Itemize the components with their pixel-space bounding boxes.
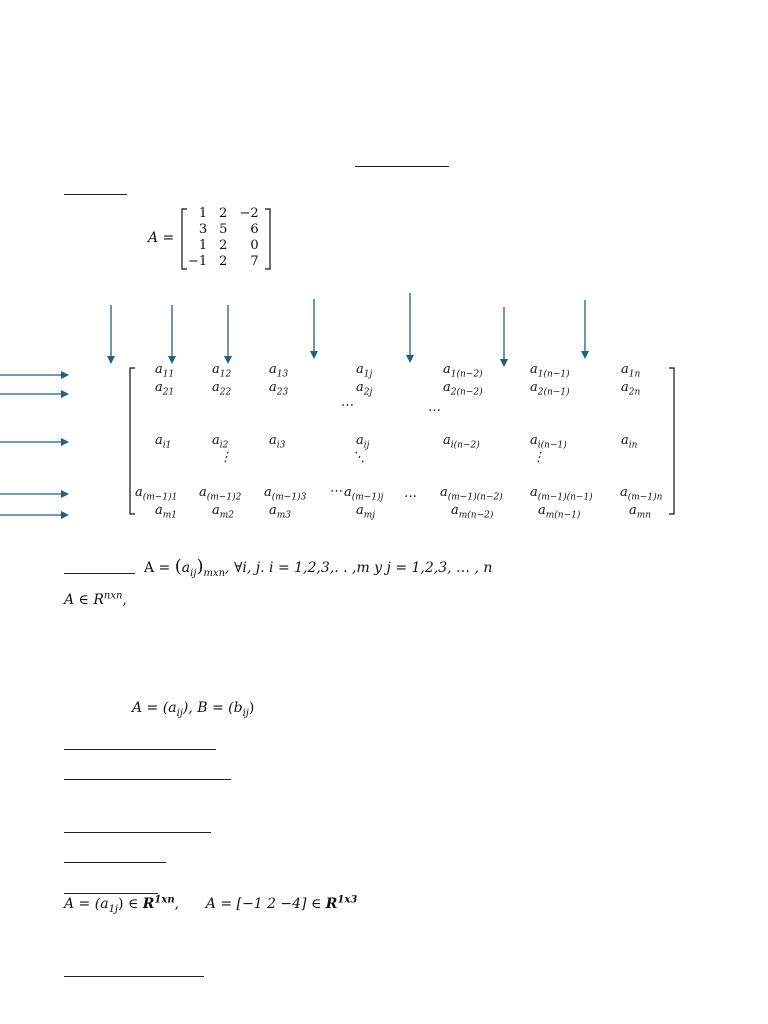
matrix-entry [155, 503, 178, 521]
matrix-entry-base: a [621, 433, 629, 448]
matrix-entry-index: in [628, 440, 638, 451]
example-matrix-cell: 6 [250, 222, 259, 237]
matrix-entry-base: a [212, 433, 220, 448]
matrix-entry [621, 362, 641, 380]
matrix-entry-base: a [155, 433, 163, 448]
section-rule-2 [64, 573, 135, 574]
definition-lhs: A = [144, 560, 175, 576]
matrix-entry-base: a [451, 503, 459, 518]
section-rule-3 [64, 749, 216, 750]
row-vector-general-sub: 1j [108, 903, 119, 915]
row-vector-line: $A = (a_{1j})$ ∈ $R^{1xn}$, A = [−1 2 −4] ∈ $R^{1x3}$ [64, 894, 358, 915]
pair-b: ), B = (b [182, 700, 243, 716]
example-matrix-row [182, 238, 265, 254]
matrix-entry [451, 503, 494, 521]
matrix-entry-index: 1(n−2) [450, 369, 483, 380]
matrix-entry [440, 485, 503, 503]
matrix-entry [212, 503, 235, 521]
matrix-entry [443, 362, 483, 380]
vdots-col6: ⋮ [532, 450, 545, 465]
matrix-entry [155, 380, 175, 398]
matrix-entry-index: 1(n−1) [537, 369, 570, 380]
matrix-entry-index: i(n−1) [537, 440, 567, 451]
row-vector-general-mid: ) ∈ [118, 896, 143, 912]
matrix-entry-base: a [356, 380, 364, 395]
matrix-entry-base: a [356, 433, 364, 448]
matrix-entry-base: a [135, 485, 143, 500]
matrix-entry [443, 380, 483, 398]
definition-line [144, 556, 492, 577]
matrix-entry-base: a [356, 503, 364, 518]
matrix-entry-base: a [344, 485, 352, 500]
matrix-entry [538, 503, 581, 521]
example-matrix-cell: 2 [219, 238, 228, 253]
matrix-entry-base: a [269, 362, 277, 377]
matrix-entry-base: a [530, 380, 538, 395]
matrix-entry-index: i2 [219, 440, 229, 451]
matrix-entry [269, 503, 292, 521]
definition-paren-close: ) [196, 556, 204, 577]
matrix-entry-base: a [155, 380, 163, 395]
section-rule-5 [64, 832, 211, 833]
matrix-entry-base: a [264, 485, 272, 500]
row-vector-example-R: R [325, 896, 338, 912]
matrix-entry-index: (m−1)n [627, 492, 663, 503]
matrix-entry [212, 362, 232, 380]
general-matrix-right-bracket [668, 367, 676, 515]
example-matrix-cell: 5 [219, 222, 228, 237]
example-matrix-cell: 0 [250, 238, 259, 253]
matrix-entry-base: a [440, 485, 448, 500]
matrix-entry-base: a [443, 362, 451, 377]
matrix-entry-base: a [530, 433, 538, 448]
example-matrix-row [182, 222, 265, 238]
matrix-entry-index: (m−1)(n−1) [537, 492, 593, 503]
pair-close: ) [248, 700, 255, 716]
definition-quantifier: , ∀i, j. i = 1,2,3,. . ,m y j = 1,2,3, … , n [225, 560, 493, 576]
matrix-entry-index: mj [363, 510, 376, 521]
matrix-entry [443, 433, 480, 451]
membership-trail: , [122, 592, 127, 608]
matrix-entry-index: 2n [628, 387, 641, 398]
example-matrix-cell: 7 [250, 254, 259, 269]
title-rule [355, 166, 449, 167]
matrix-entry [629, 503, 652, 521]
matrix-entry-index: i(n−2) [450, 440, 480, 451]
matrix-entry [199, 485, 242, 503]
matrix-entry [621, 380, 641, 398]
example-matrix-cell: 1 [198, 238, 208, 253]
matrix-entry [212, 380, 232, 398]
matrix-entry [530, 380, 570, 398]
matrix-entry-index: (m−1)(n−2) [447, 492, 503, 503]
definition-size: mxn [203, 567, 226, 579]
membership-sup: nxn [103, 590, 123, 602]
matrix-entry-base: a [530, 485, 538, 500]
matrix-entry-index: 21 [162, 387, 175, 398]
section-rule-4 [64, 779, 231, 780]
matrix-entry [356, 380, 373, 398]
row-vector-general-sup: 1xn [154, 894, 175, 906]
row-vector-general: A = (a [64, 896, 109, 912]
matrix-entry-base: a [356, 362, 364, 377]
matrix-entry-index: m1 [162, 510, 178, 521]
leading-dots: ⋯ [329, 484, 342, 499]
matrix-entry-index: 2j [363, 387, 373, 398]
row-vector-general-R: R [142, 896, 155, 912]
matrix-entry-base: a [155, 362, 163, 377]
example-matrix-cell: −2 [239, 206, 259, 221]
matrix-entry-base: a [269, 503, 277, 518]
matrix-entry-index: 2(n−1) [537, 387, 570, 398]
membership-text: A ∈ R [64, 592, 104, 608]
matrix-entry-base: a [443, 380, 451, 395]
matrix-entry [530, 485, 593, 503]
matrix-entry [620, 485, 663, 503]
row-vector-example: A = [−1 2 −4] ∈ [205, 896, 326, 912]
example-matrix-cell: 1 [198, 206, 208, 221]
matrix-entry [356, 362, 373, 380]
pair-a: A = (a [132, 700, 177, 716]
matrix-entry-base: a [212, 503, 220, 518]
matrix-entry [212, 433, 229, 451]
matrix-entry [356, 433, 370, 451]
matrix-entry-base: a [443, 433, 451, 448]
matrix-entry-index: 1j [363, 369, 373, 380]
matrix-entry-index: i1 [162, 440, 172, 451]
matrix-entry-base: a [155, 503, 163, 518]
matrix-entry [530, 362, 570, 380]
matrix-entry-base: a [621, 362, 629, 377]
matrix-entry-base: a [620, 485, 628, 500]
example-matrix-lhs: A = [148, 230, 175, 246]
matrix-entry [530, 433, 567, 451]
matrix-entry-index: 1n [628, 369, 641, 380]
matrix-entry-index: (m−1)2 [206, 492, 242, 503]
section-rule-1 [64, 194, 127, 195]
pair-a-sub: ij [176, 707, 183, 719]
matrix-entry-index: ij [363, 440, 370, 451]
example-matrix-cell: 2 [219, 206, 228, 221]
membership-line [64, 592, 127, 608]
matrix-entry [269, 380, 289, 398]
matrix-entry-base: a [530, 362, 538, 377]
section-rule-7 [64, 893, 158, 894]
matrix-entry-base: a [212, 362, 220, 377]
matrix-entry-index: mn [636, 510, 652, 521]
matrix-entry-index: m2 [219, 510, 235, 521]
matrix-entry-base: a [629, 503, 637, 518]
matrix-entry-index: 23 [276, 387, 289, 398]
matrix-entry-index: 11 [162, 369, 175, 380]
matrix-entry-index: (m−1)3 [271, 492, 307, 503]
matrix-entry-index: (m−1)j [351, 492, 384, 503]
vdots-col2: ⋮ [219, 450, 232, 465]
hdots-row2b: … [428, 400, 441, 415]
matrix-entry-base: a [269, 380, 277, 395]
matrix-entry-index: 22 [219, 387, 232, 398]
matrix-entry-base: a [199, 485, 207, 500]
matrix-entry [155, 362, 175, 380]
example-matrix-cell: −1 [188, 254, 208, 269]
matrix-entry-index: m(n−1) [545, 510, 581, 521]
example-matrix-cell: 3 [198, 222, 208, 237]
matrix-entry-index: m(n−2) [458, 510, 494, 521]
matrix-entry-index: m3 [276, 510, 292, 521]
example-matrix-body [182, 206, 265, 270]
pair-b-sub: ij [242, 707, 249, 719]
section-rule-8 [64, 976, 204, 977]
row-vector-example-sup: 1x3 [337, 894, 358, 906]
hdots-row4: … [404, 486, 417, 501]
matrix-entry-base: a [212, 380, 220, 395]
example-matrix-row [182, 254, 265, 270]
matrix-entry-index: 13 [276, 369, 289, 380]
pair-line [132, 700, 255, 719]
hdots-row2: ⋯ [340, 398, 353, 413]
definition-paren-open: ( [174, 556, 182, 577]
section-rule-6 [64, 862, 166, 863]
matrix-entry [155, 433, 172, 451]
matrix-entry [264, 485, 307, 503]
matrix-entry [621, 433, 638, 451]
matrix-entry-index: 2(n−2) [450, 387, 483, 398]
example-matrix-cell: 2 [219, 254, 228, 269]
matrix-entry [356, 503, 376, 521]
matrix-entry [344, 485, 384, 503]
matrix-entry [269, 362, 289, 380]
matrix-entry [269, 433, 286, 451]
definition-base: a [181, 560, 191, 576]
matrix-entry-base: a [538, 503, 546, 518]
matrix-entry-index: i3 [276, 440, 286, 451]
matrix-entry-index: 12 [219, 369, 232, 380]
matrix-entry-base: a [621, 380, 629, 395]
ddots: ⋱ [352, 450, 365, 465]
matrix-entry-index: (m−1)1 [142, 492, 178, 503]
matrix-entry-base: a [269, 433, 277, 448]
example-matrix-row [182, 206, 265, 222]
definition-sub: ij [190, 567, 197, 579]
example-matrix-right-bracket [264, 208, 272, 270]
matrix-entry [135, 485, 178, 503]
